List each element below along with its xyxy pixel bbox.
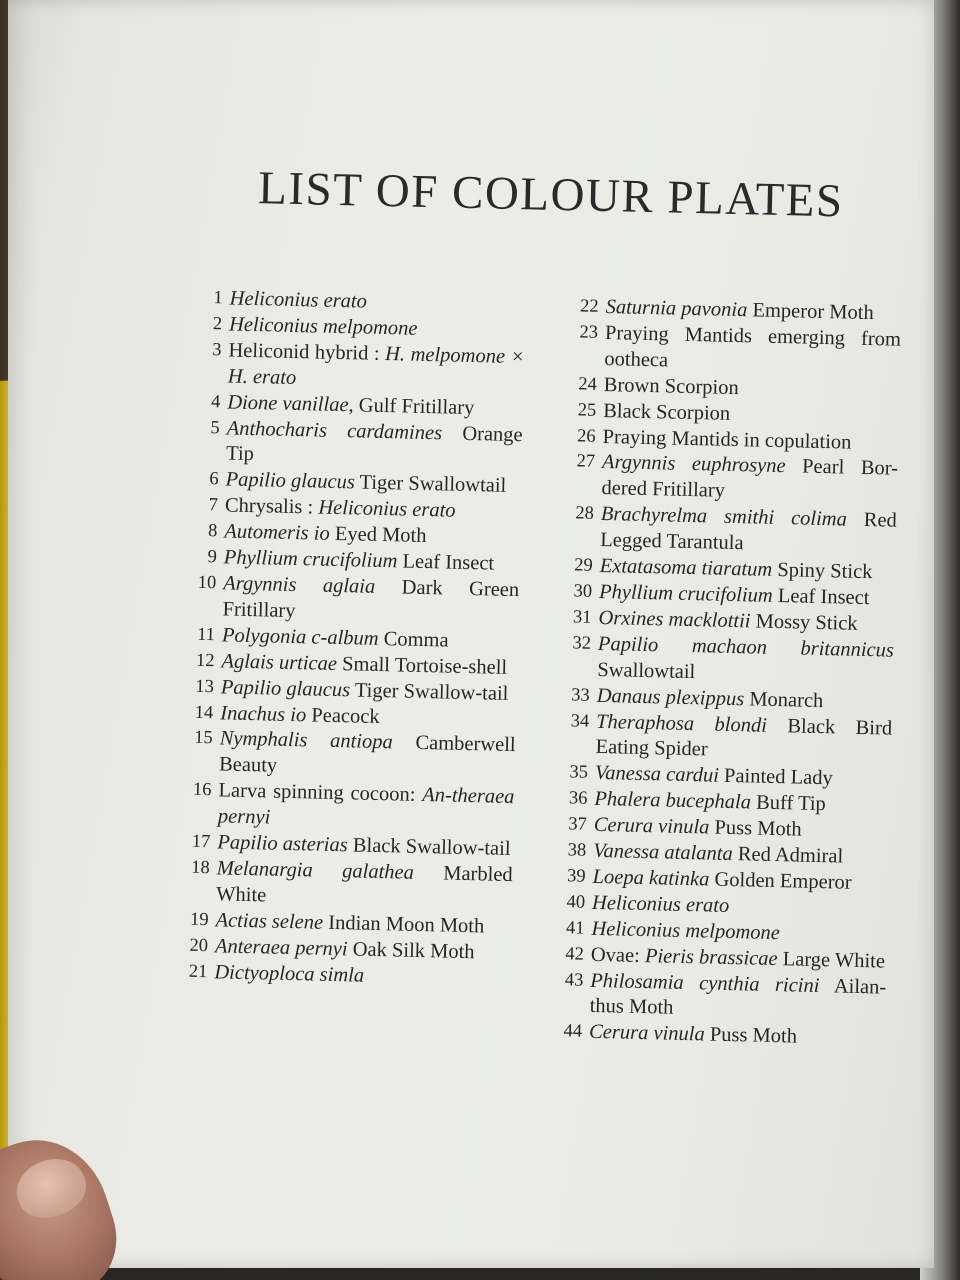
species-name: Nymphalis antiopa: [219, 727, 393, 754]
species-name: Cerura vinula: [593, 814, 710, 839]
species-name: Anthocharis cardamines: [226, 417, 443, 444]
common-name: Monarch: [743, 687, 824, 712]
common-name: Indian Moon Moth: [322, 911, 485, 938]
plate-number: 31: [572, 607, 592, 628]
species-name: Extatasoma tiaratum: [599, 555, 773, 581]
common-name: Ailan-thus Moth: [589, 974, 887, 1020]
plate-caption: [219, 727, 516, 786]
common-name: Leaf Insect: [397, 550, 495, 575]
plate-number: 8: [207, 521, 218, 542]
species-name: An-theraea pernyi: [217, 784, 515, 829]
common-name: Pearl Bor-dered Fritillary: [601, 455, 899, 503]
common-name: Swallowtail: [597, 658, 696, 683]
plate-number: 22: [579, 296, 599, 317]
plate-number: 1: [213, 288, 223, 309]
plate-number: 26: [576, 425, 596, 447]
species-name: Heliconius erato: [591, 891, 730, 917]
plate-number: 6: [209, 469, 219, 490]
plate-number: 13: [195, 676, 215, 697]
common-name: Buff Tip: [750, 791, 827, 816]
common-name: , Gulf Fritillary: [348, 393, 475, 419]
plate-number: 30: [573, 581, 593, 602]
plate-entry: [182, 856, 513, 915]
plate-number: 32: [572, 633, 592, 654]
species-name: Dictyoploca simla: [214, 960, 365, 987]
plate-entry: [194, 338, 525, 397]
common-name: Dark Green Fritillary: [222, 575, 520, 622]
common-name: Spiny Stick: [771, 558, 873, 584]
species-name: Phyllium crucifolium: [223, 546, 398, 573]
species-name: Papilio asterias: [217, 831, 348, 857]
plate-entry: [567, 450, 898, 509]
common-name: Mossy Stick: [750, 610, 858, 635]
plate-number: 5: [210, 417, 220, 438]
species-name: H. melpomone × H. erato: [227, 342, 525, 389]
species-name: Philosamia cynthia ricini: [590, 969, 820, 997]
common-name: Comma: [378, 627, 449, 652]
plate-number: 2: [212, 314, 223, 335]
species-name: Heliconius melpomone: [591, 917, 781, 944]
species-name: Papilio glaucus: [220, 676, 351, 701]
plate-number: 43: [564, 969, 584, 991]
species-name: Theraphosa blondi: [595, 710, 768, 737]
plate-caption: [604, 321, 901, 380]
common-name: Chrysalis :: [224, 494, 319, 519]
plate-number: 35: [569, 762, 589, 784]
species-name: Orxines macklottii: [598, 606, 751, 633]
common-name: Brown Scorpion: [603, 373, 739, 399]
common-name: Golden Emperor: [709, 868, 852, 894]
plate-caption: [601, 450, 898, 509]
plate-caption: [214, 960, 511, 993]
plate-number: 14: [194, 702, 214, 723]
species-name: Vanessa atalanta: [592, 839, 733, 866]
plate-number: 11: [196, 624, 216, 646]
plate-number: 19: [189, 909, 209, 930]
plate-number: 12: [195, 650, 215, 671]
common-name: Black Bird Eating Spider: [595, 714, 893, 761]
plate-number: 27: [576, 451, 596, 473]
plate-number: 36: [568, 788, 588, 809]
species-name: Danaus plexippus: [596, 684, 745, 710]
plate-entry: [184, 778, 515, 837]
common-name: Eyed Moth: [329, 522, 427, 548]
page-title: LIST OF COLOUR PLATES: [257, 162, 845, 228]
common-name: Heliconid hybrid :: [228, 339, 386, 365]
plate-caption: [218, 779, 515, 838]
species-name: Papilio glaucus: [225, 468, 356, 494]
plate-caption: [597, 632, 894, 691]
plate-number: 40: [566, 892, 586, 913]
book-page: [8, 0, 934, 1268]
species-name: Dione vanillae: [227, 391, 349, 416]
common-name: Camberwell Beauty: [218, 731, 516, 778]
common-name: Puss Moth: [704, 1023, 798, 1048]
species-name: Automeris io: [224, 520, 330, 545]
plate-caption: [226, 416, 523, 475]
plate-caption: [589, 968, 886, 1027]
plate-number: 21: [188, 961, 208, 982]
plate-number: 25: [577, 400, 597, 421]
common-name: Leaf Insect: [772, 584, 870, 610]
plate-entry: [561, 709, 892, 768]
plate-number: 28: [575, 503, 595, 525]
plate-number: 23: [579, 322, 599, 343]
species-name: Inachus io: [220, 701, 307, 726]
plate-caption: [589, 1020, 886, 1053]
common-name: Peacock: [305, 703, 380, 728]
plate-entry: [570, 320, 901, 379]
plate-number: 18: [191, 857, 210, 879]
species-name: Loepa katinka: [592, 865, 710, 891]
plate-number: 39: [566, 866, 586, 887]
common-name: Red Admiral: [732, 843, 844, 868]
common-name: Large White: [777, 947, 886, 973]
plate-caption: [595, 709, 892, 768]
common-name: Larva spinning cocoon:: [218, 779, 423, 807]
plate-number: 4: [210, 391, 221, 412]
plate-entry: [566, 501, 897, 560]
plate-caption: [222, 571, 519, 630]
common-name: Puss Moth: [709, 816, 802, 841]
plate-number: 29: [573, 555, 593, 576]
species-name: Melanargia galathea: [216, 857, 415, 884]
plate-caption: [216, 856, 513, 915]
species-name: Pieris brassicae: [644, 944, 778, 970]
plate-number: 38: [567, 840, 587, 861]
species-name: Actias selene: [215, 909, 324, 934]
plate-number: 16: [192, 780, 212, 801]
common-name: Marbled White: [215, 861, 513, 907]
common-name: Tiger Swallowtail: [354, 471, 507, 498]
plate-entry: [563, 631, 894, 690]
common-name: Praying Mantids in copulation: [602, 425, 852, 454]
species-name: Papilio machaon britannicus: [597, 632, 895, 662]
species-name: Aglais urticae: [221, 650, 338, 675]
plate-caption: [600, 502, 897, 561]
plate-number: 15: [193, 728, 213, 749]
plate-number: 37: [568, 814, 588, 835]
species-name: Argynnis euphrosyne: [601, 451, 786, 478]
species-name: Phalera bucephala: [594, 788, 752, 814]
plate-number: 20: [189, 935, 209, 956]
common-name: Oak Silk Moth: [347, 938, 475, 963]
common-name: Painted Lady: [718, 765, 834, 790]
plate-entry: [188, 571, 519, 630]
species-name: Anteraea pernyi: [214, 934, 348, 961]
species-name: Vanessa cardui: [594, 762, 720, 788]
plate-number: 44: [563, 1021, 583, 1043]
plates-list-left-column: [180, 286, 526, 993]
species-name: Heliconius erato: [229, 287, 368, 313]
plate-entry: [192, 415, 523, 474]
common-name: Ovae:: [590, 943, 646, 967]
common-name: Black Scorpion: [602, 399, 731, 425]
plate-number: 41: [565, 918, 585, 939]
common-name: Orange Tip: [225, 421, 523, 466]
plate-number: 7: [208, 495, 219, 516]
common-name: Small Tortoise-shell: [336, 652, 508, 679]
plate-number: 34: [570, 710, 590, 732]
common-name: Tiger Swallow-tail: [349, 678, 509, 705]
plate-caption: [228, 338, 525, 397]
plate-number: 17: [191, 831, 211, 853]
plate-number: 33: [571, 684, 591, 706]
common-name: Emperor Moth: [747, 299, 874, 325]
species-name: Saturnia pavonia: [605, 296, 748, 322]
plate-entry: [555, 968, 886, 1027]
species-name: Polygonia c-album: [221, 624, 379, 650]
common-name: Praying Mantids emerging from ootheca: [604, 321, 902, 372]
species-name: Argynnis aglaia: [222, 572, 376, 598]
plate-number: 3: [212, 339, 222, 361]
common-name: Black Swallow-tail: [347, 834, 511, 861]
plate-entry: [185, 726, 516, 785]
plate-number: 42: [565, 943, 585, 965]
species-name: Cerura vinula: [588, 1021, 705, 1046]
plate-number: 9: [207, 547, 218, 568]
plates-list-right-column: [555, 294, 902, 1053]
species-name: Brachyrelma smithi colima: [600, 503, 848, 531]
species-name: Heliconius melpomone: [228, 313, 418, 340]
species-name: Heliconius erato: [318, 496, 456, 522]
plate-number: 10: [197, 572, 217, 594]
common-name: Red Legged Tarantula: [600, 508, 898, 555]
species-name: Phyllium crucifolium: [598, 580, 773, 607]
plate-number: 24: [578, 374, 598, 395]
